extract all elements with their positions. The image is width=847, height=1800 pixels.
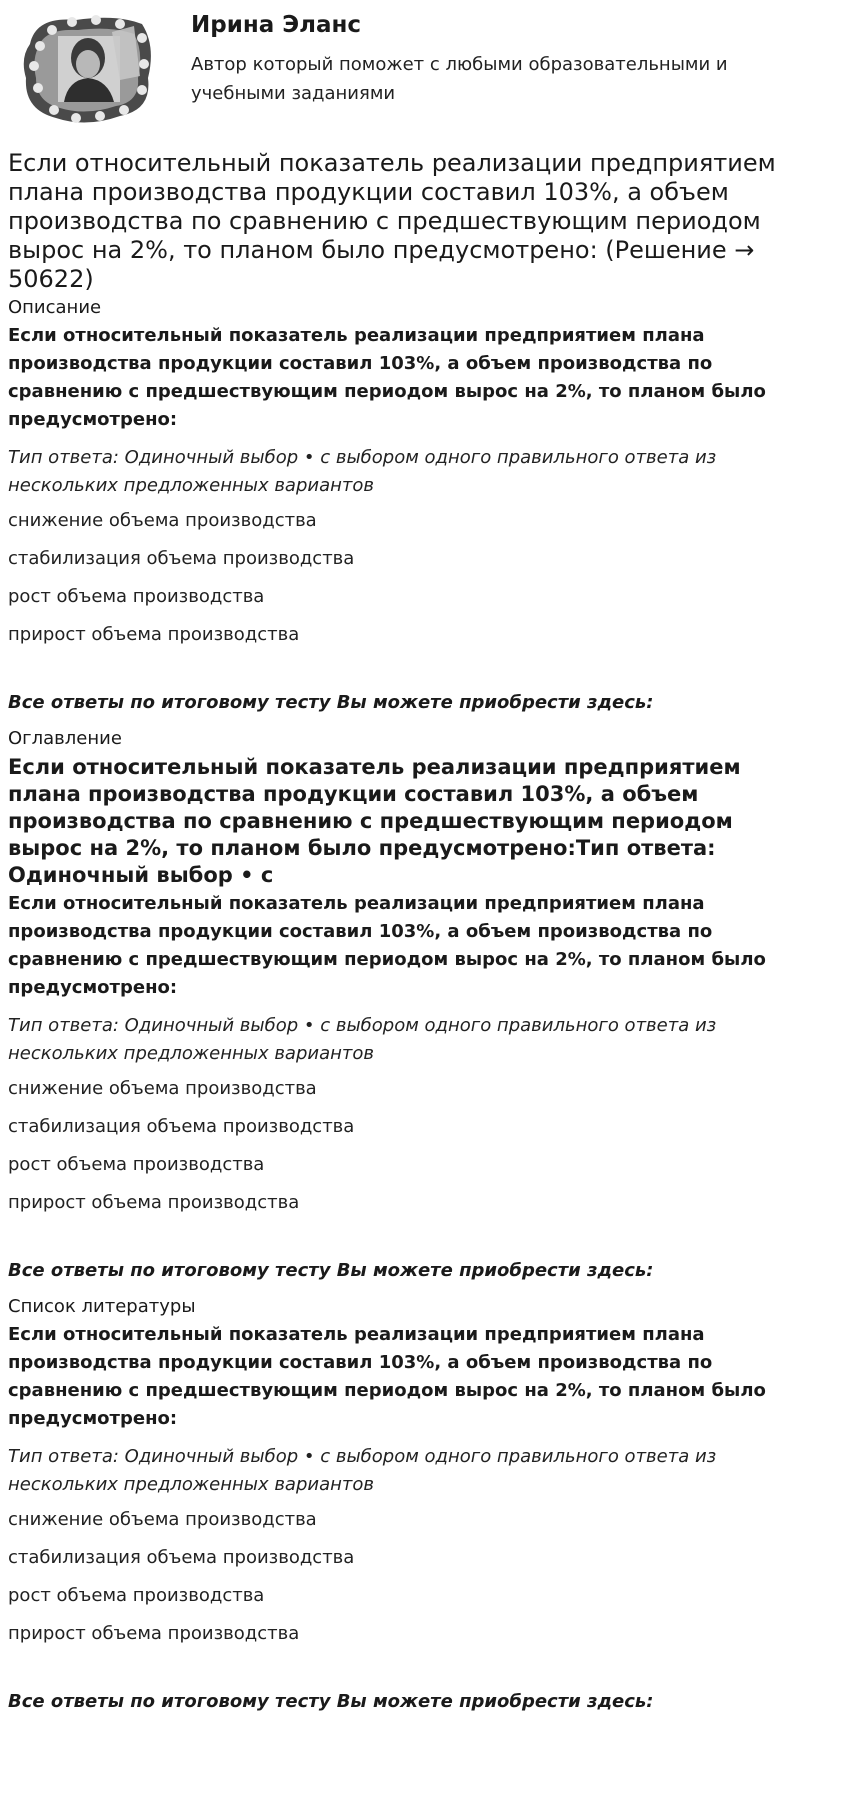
question-text: Если относительный показатель реализации предприятием плана производства продукции составил 103%, а объем производства по сравнению с предшествующим периодом вырос на 2%, то планом было предусмотрено:: [8, 1324, 766, 1429]
section-bibliography: [8, 1294, 839, 1715]
buy-answers-note: Все ответы по итоговому тесту Вы можете приобрести здесь:: [8, 692, 654, 713]
answer-option: снижение объема производства: [8, 1078, 317, 1099]
answer-type: Тип ответа: Одиночный выбор • с выбором одного правильного ответа из нескольких предложенных вариантов: [8, 447, 717, 496]
answer-option: стабилизация объема производства: [8, 1547, 355, 1568]
author-avatar[interactable]: [16, 6, 158, 128]
answer-option: рост объема производства: [8, 1154, 265, 1175]
author-name[interactable]: Ирина Эланс: [191, 12, 362, 38]
author-description: Автор который поможет с любыми образовательными и учебными заданиями: [191, 54, 728, 104]
question-text: Если относительный показатель реализации предприятием плана производства продукции составил 103%, а объем производства по сравнению с предшествующим периодом вырос на 2%, то планом было предусмотрено:: [8, 893, 766, 998]
author-block: [8, 0, 839, 140]
page-title: Если относительный показатель реализации предприятием плана производства продукции составил 103%, а объем производства по сравнению с предшествующим периодом вырос на 2%, то планом было предусмотрено: (Решение → 50622): [8, 149, 776, 293]
author-photo-icon: [16, 6, 158, 128]
answer-option: рост объема производства: [8, 586, 265, 607]
buy-answers-note: Все ответы по итоговому тесту Вы можете приобрести здесь:: [8, 1260, 654, 1281]
section-contents: [8, 726, 839, 1284]
answer-option: снижение объема производства: [8, 1509, 317, 1530]
section-label: Описание: [8, 297, 102, 318]
answer-option: снижение объема производства: [8, 510, 317, 531]
answer-option: прирост объема производства: [8, 1192, 300, 1213]
answer-option: прирост объема производства: [8, 1623, 300, 1644]
answer-type: Тип ответа: Одиночный выбор • с выбором одного правильного ответа из нескольких предложенных вариантов: [8, 1446, 717, 1495]
answer-options: [8, 1507, 839, 1647]
section-description: [8, 295, 839, 716]
answer-options: [8, 1076, 839, 1216]
answer-option: прирост объема производства: [8, 624, 300, 645]
answer-type: Тип ответа: Одиночный выбор • с выбором одного правильного ответа из нескольких предложенных вариантов: [8, 1015, 717, 1064]
answer-options: [8, 508, 839, 648]
answer-option: стабилизация объема производства: [8, 548, 355, 569]
answer-option: рост объема производства: [8, 1585, 265, 1606]
answer-option: стабилизация объема производства: [8, 1116, 355, 1137]
contents-heading: Если относительный показатель реализации предприятием плана производства продукции составил 103%, а объем производства по сравнению с предшествующим периодом вырос на 2%, то планом было предусмотрено:Тип ответа: Одиночный выбор • с: [8, 755, 741, 887]
question-text: Если относительный показатель реализации предприятием плана производства продукции составил 103%, а объем производства по сравнению с предшествующим периодом вырос на 2%, то планом было предусмотрено:: [8, 325, 766, 430]
buy-answers-note: Все ответы по итоговому тесту Вы можете приобрести здесь:: [8, 1691, 654, 1712]
section-label: Оглавление: [8, 728, 122, 749]
section-label: Список литературы: [8, 1296, 196, 1317]
